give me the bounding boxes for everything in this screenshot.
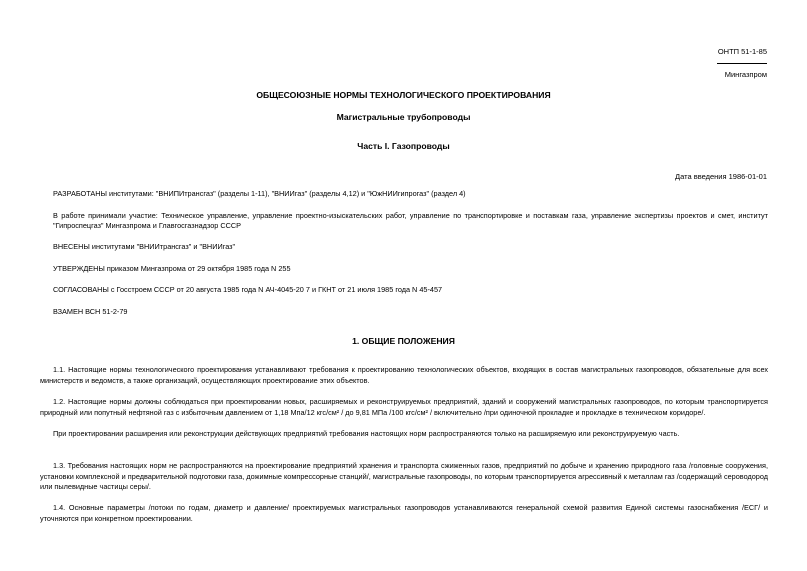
developed-by-paragraph: РАЗРАБОТАНЫ институтами: "ВНИПИтрансгаз" (разделы 1-11), "ВНИИгаз" (разделы 4,12) и "ЮжНИИгипрогаз" (раздел 4) — [53, 189, 466, 198]
section-title: 1. ОБЩИЕ ПОЛОЖЕНИЯ — [352, 336, 455, 346]
paragraph-1-2: 1.2. Настоящие нормы должны соблюдаться при проектировании новых, расширяемых и реконструируемых предприятий, зданий и сооружений магистральных газопроводов, по которым транспортируется природный или попутный нефтяной газ с избыточным давлением от 1,18 Мпа/12 кгс/см² / до 9,81 МПа /100 кгс/см² / включительно /при одиночной прокладке и прокладке в техническом коридоре/. — [40, 397, 768, 417]
paragraph-1-1: 1.1. Настоящие нормы технологического проектирования устанавливают требования к проектированию технологических объектов, входящих в состав магистральных газопроводов, обязательные для всех министерств и ведомств, а также организаций, осуществляющих проектирование этих объектов. — [40, 365, 768, 385]
document-code: ОНТП 51-1-85 — [717, 47, 767, 56]
paragraph-1-4: 1.4. Основные параметры /потоки по годам, диаметр и давление/ проектируемых магистральных газопроводов устанавливаются генеральной схемой развития Единой системы газоснабжения /ЕСГ/ и уточняются при конкретном проектировании. — [40, 503, 768, 523]
paragraph-1-2-continued: При проектировании расширения или реконструкции действующих предприятий требования настоящих норм распространяются только на расширяемую или реконструируемую часть. — [53, 429, 680, 438]
agreed-with-paragraph: СОГЛАСОВАНЫ с Госстроем СССР от 20 августа 1985 года N АЧ-4045-20 7 и ГКНТ от 21 июля 1985 года N 45-457 — [53, 285, 443, 294]
header-divider — [717, 63, 767, 64]
effective-date: Дата введения 1986-01-01 — [675, 172, 767, 181]
submitted-by-paragraph: ВНЕСЕНЫ институтами "ВНИИтрансгаз" и "ВНИИгаз" — [53, 242, 236, 251]
document-subtitle: Магистральные трубопроводы — [336, 112, 471, 122]
issuing-organization: Мингазпром — [724, 70, 767, 79]
paragraph-1-3: 1.3. Требования настоящих норм не распространяются на проектирование предприятий хранения и транспорта сжиженных газов, предприятий по добыче и хранению природного газа /головные сооружения, установки комплексной и предварительной подготовки газа, дожимные компрессорные станций/, магистральные газопроводы, по которым транспортируется агрессивный к металлам газ /содержащий сероводород или пылевидные частицы серы/. — [40, 461, 768, 492]
approved-by-paragraph: УТВЕРЖДЕНЫ приказом Мингазпрома от 29 октября 1985 года N 255 — [53, 264, 291, 273]
replaces-paragraph: ВЗАМЕН ВСН 51-2-79 — [53, 307, 128, 316]
participants-paragraph: В работе принимали участие: Техническое управление, управление проектно-изыскательских работ, управление по транспортировке и поставкам газа, управление экспертизы проектов и смет, институт "Гипроспецгаз" Мингазпрома и Главгосгазнадзор СССР — [53, 211, 768, 231]
document-title: ОБЩЕСОЮЗНЫЕ НОРМЫ ТЕХНОЛОГИЧЕСКОГО ПРОЕКТИРОВАНИЯ — [256, 90, 551, 100]
document-part-title: Часть I. Газопроводы — [357, 141, 450, 151]
